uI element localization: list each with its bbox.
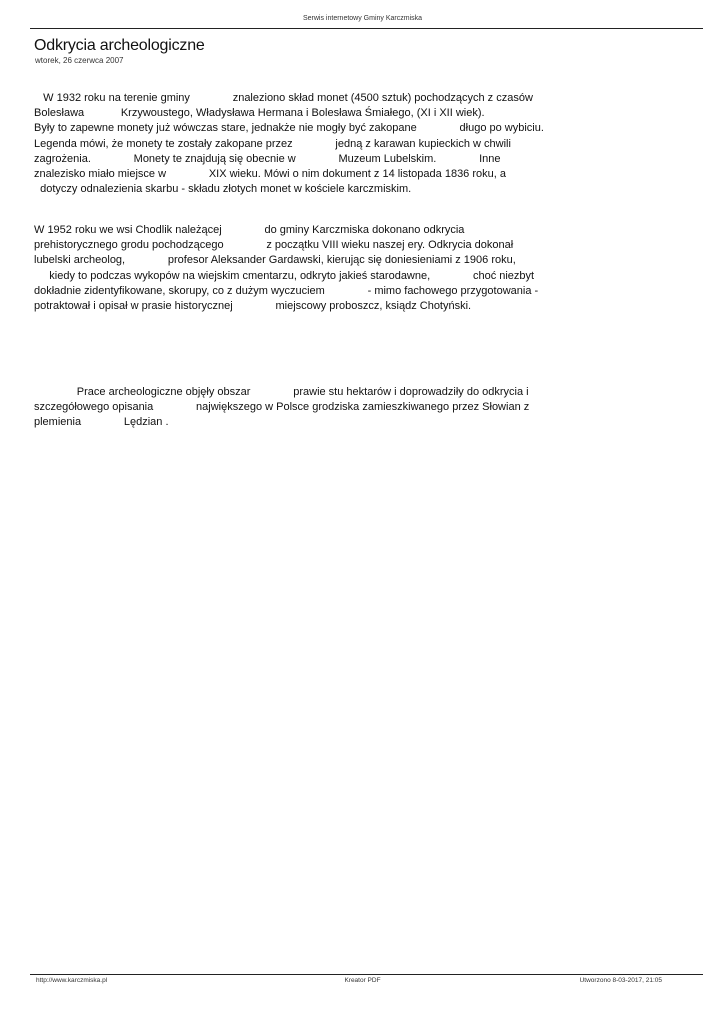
text-line: znalezisko miało miejsce w XIX wieku. Mówi o nim dokument z 14 listopada 1836 roku, a [34,168,506,181]
footer-url: http://www.karczmiska.pl [36,977,108,984]
text-line: dotyczy odnalezienia skarbu - składu złotych monet w kościele karczmiskim. [34,183,412,196]
text-line: zagrożenia. Monety te znajdują się obecnie w Muzeum Lubelskim. Inne [34,152,501,165]
header-divider [30,28,703,29]
text-line: szczegółowego opisania największego w Polsce grodziska zamieszkiwanego przez Słowian z [34,401,530,414]
paragraph-2 [34,223,714,314]
text-line: plemienia Lędzian . [34,416,169,429]
footer-divider [30,974,703,975]
text-line: dokładnie zidentyfikowane, skorupy, co z dużym wyczuciem - mimo fachowego przygotowania - [34,284,539,297]
text-line: W 1932 roku na terenie gminy znaleziono skład monet (4500 sztuk) pochodzących z czasów [34,92,533,104]
text-line: Bolesława Krzywoustego, Władysława Hermana i Bolesława Śmiałego, (XI i XII wiek). [34,107,485,120]
article-date: wtorek, 26 czerwca 2007 [35,56,124,65]
text-line: W 1952 roku we wsi Chodlik należącej do gminy Karczmiska dokonano odkrycia [34,224,465,236]
footer-created: Utworzono 8-03-2017, 21:05 [579,977,662,984]
page-header: Serwis internetowy Gminy Karczmiska [302,15,423,22]
paragraph-1 [34,91,714,197]
article-title: Odkrycia archeologiczne [34,37,205,54]
text-line: lubelski archeolog, profesor Aleksander Gardawski, kierując się doniesieniami z 1906 roku, [34,254,516,267]
text-line: potraktował i opisał w prasie historycznej miejscowy proboszcz, ksiądz Chotyński. [34,300,472,313]
text-line: Były to zapewne monety już wówczas stare, jednakże nie mogły być zakopane długo po wybiciu. [34,122,544,135]
text-line: prehistorycznego grodu pochodzącego z początku VIII wieku naszej ery. Odkrycia dokonał [34,239,514,252]
text-line: kiedy to podczas wykopów na wiejskim cmentarzu, odkryto jakieś starodawne, choć niezbyt [34,269,535,282]
footer-generator: Kreator PDF [344,977,381,984]
paragraph-3 [34,385,714,431]
text-line: Prace archeologiczne objęły obszar prawie stu hektarów i doprowadziły do odkrycia i [34,386,529,398]
text-line: Legenda mówi, że monety te zostały zakopane przez jedną z karawan kupieckich w chwili [34,137,511,150]
